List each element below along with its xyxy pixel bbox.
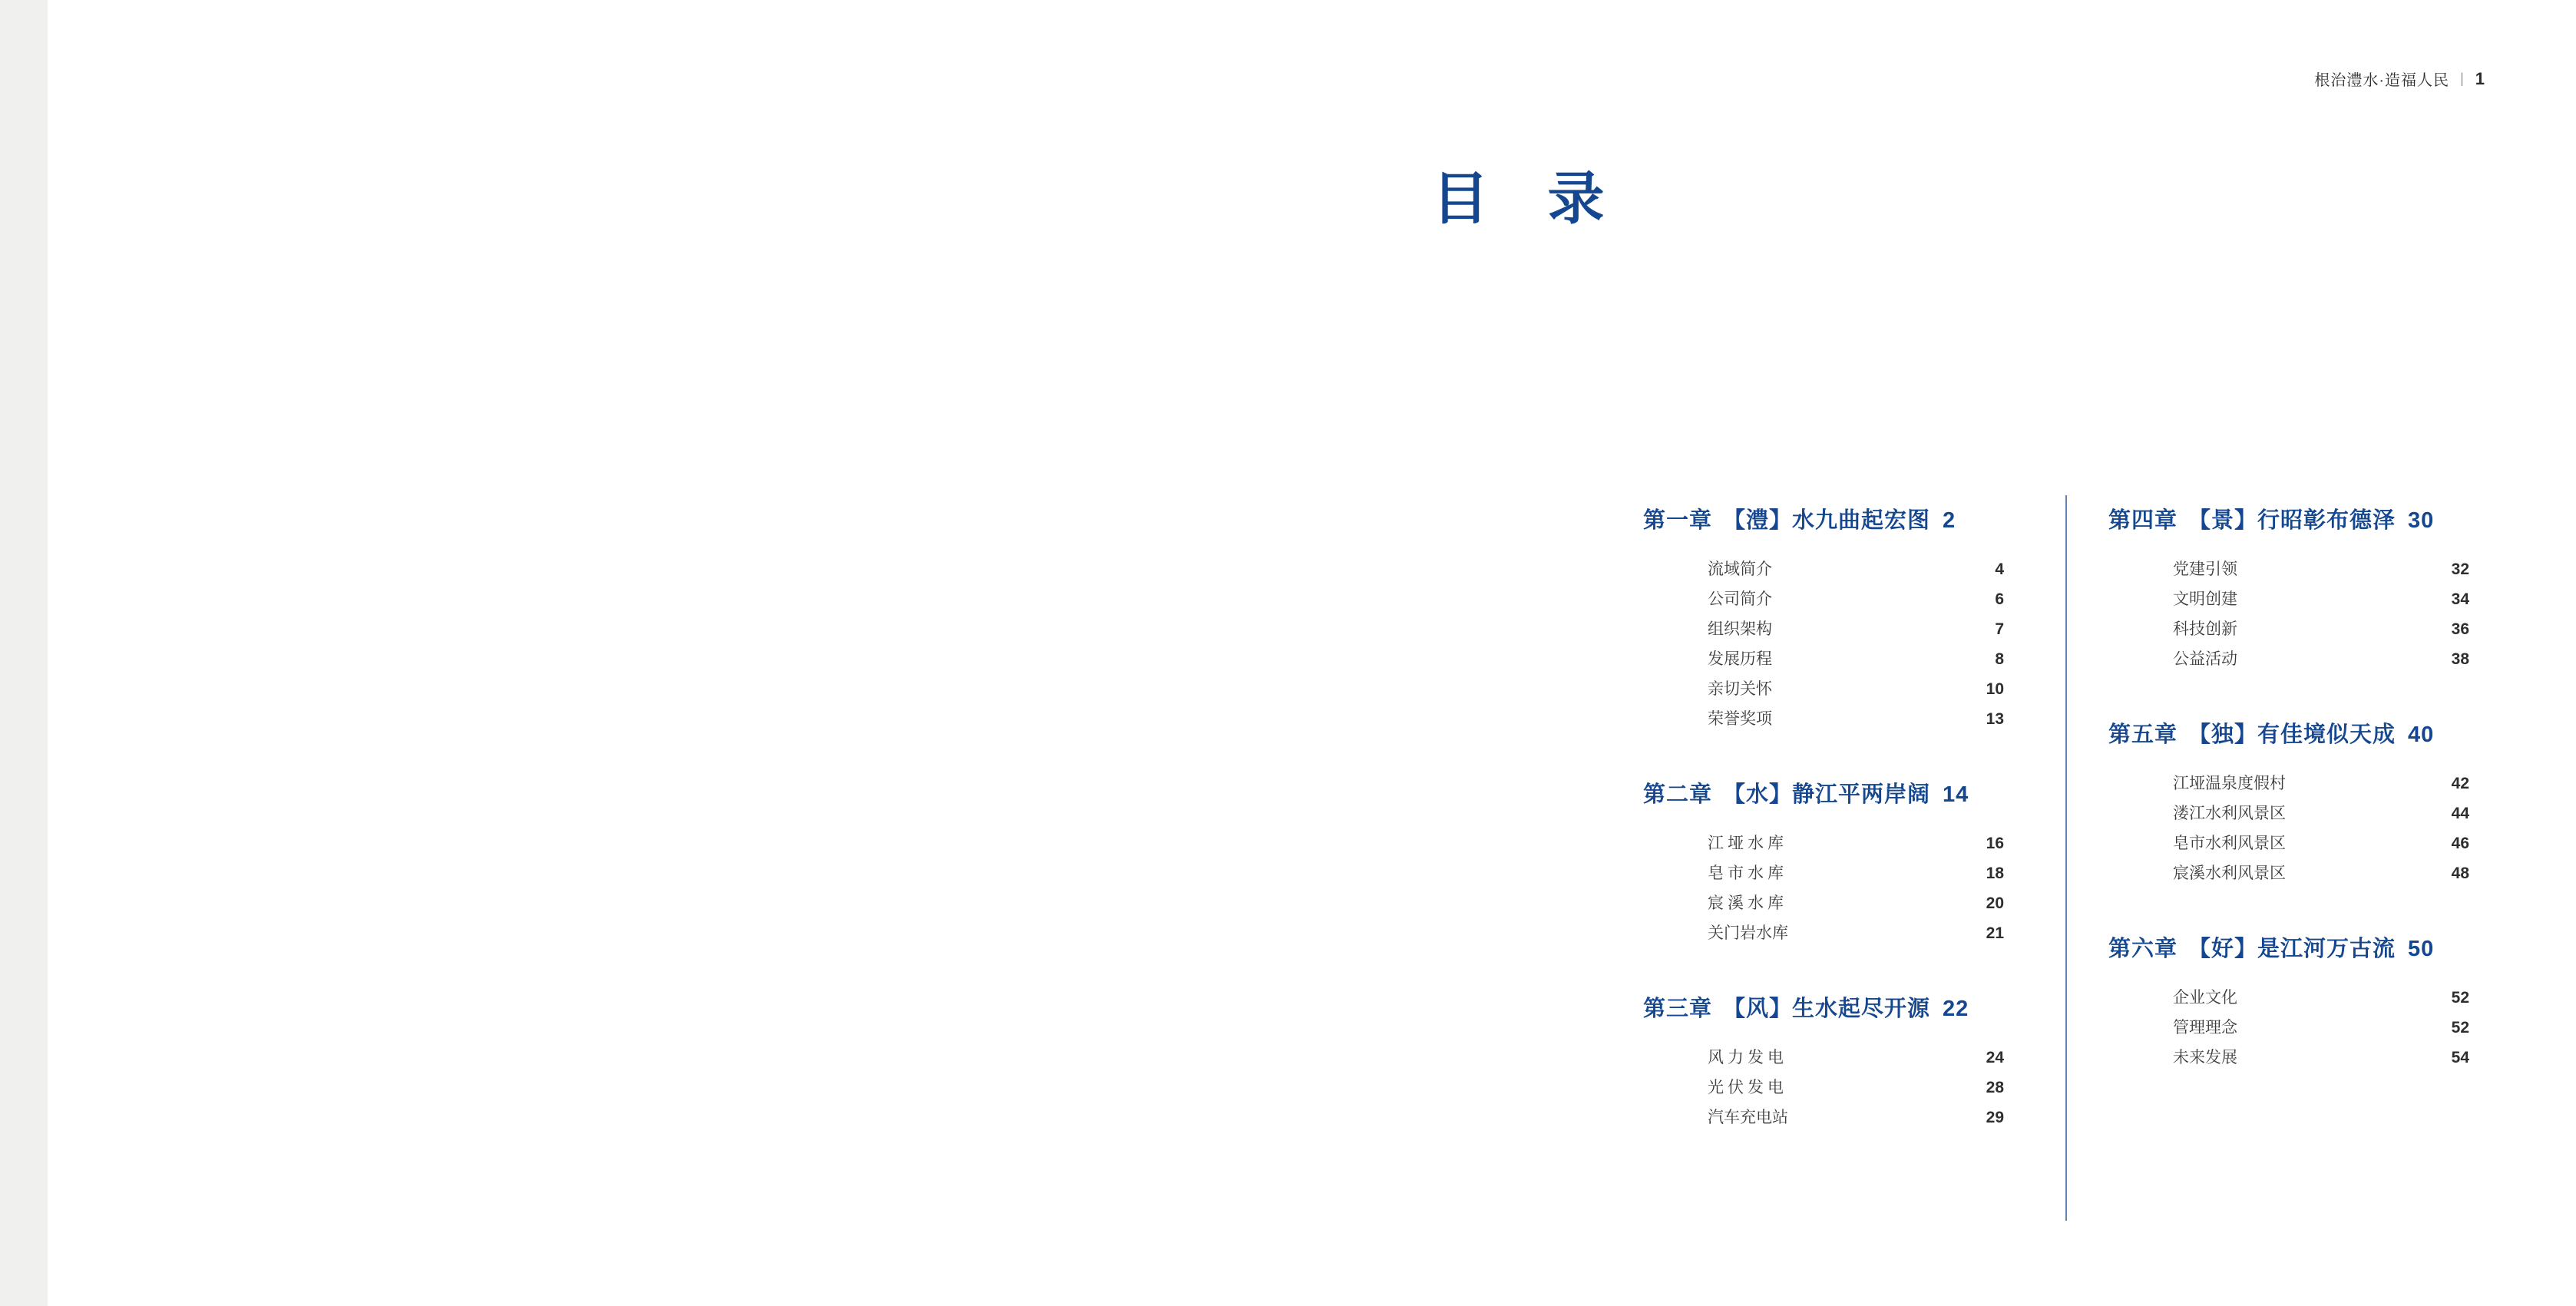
toc-entry[interactable] (2173, 798, 2469, 828)
toc-entry-label: 宸溪水库 (1708, 894, 1787, 912)
chapter-page: 30 (2408, 508, 2435, 533)
chapter-title: 【风】生水起尽开源 (1723, 997, 1931, 1021)
toc-entry-label: 文明创建 (2173, 590, 2237, 608)
toc-entry-page: 6 (1995, 590, 2004, 608)
toc-entry-label: 发展历程 (1708, 650, 1772, 668)
toc-entry[interactable] (1708, 888, 2004, 918)
toc-entry-page: 34 (2451, 590, 2469, 608)
chapter-entries (2108, 983, 2469, 1073)
toc-entry[interactable] (2173, 554, 2469, 584)
page-title: 目 录 (1432, 167, 1626, 230)
toc-entry-page: 20 (1986, 894, 2004, 912)
toc-entry-page: 52 (2451, 1019, 2469, 1037)
toc-entry[interactable] (1708, 858, 2004, 888)
toc-entry[interactable] (2173, 769, 2469, 798)
toc-entry-page: 32 (2451, 560, 2469, 578)
toc-entry-label: 组织架构 (1708, 620, 1772, 638)
toc-entry-page: 7 (1995, 620, 2004, 638)
toc-entry-label: 江垭水库 (1708, 835, 1787, 852)
toc-entry-page: 13 (1986, 710, 2004, 728)
toc-entry-page: 10 (1986, 680, 2004, 698)
toc-entry-page: 18 (1986, 865, 2004, 882)
chapter-page: 14 (1943, 782, 1969, 807)
chapter-number: 第五章 (2108, 722, 2178, 747)
page-number: 1 (2475, 68, 2485, 88)
toc-entry[interactable] (2173, 1013, 2469, 1043)
chapter-title: 【好】是江河万古流 (2188, 937, 2396, 961)
toc-entry[interactable] (1708, 918, 2004, 948)
chapter-block (2108, 503, 2469, 674)
toc-entry-label: 关门岩水库 (1708, 924, 1788, 942)
chapter-number: 第二章 (1643, 782, 1713, 807)
toc-entry-page: 54 (2451, 1049, 2469, 1066)
toc-entry-label: 流域简介 (1708, 560, 1772, 578)
chapter-block (1643, 503, 2004, 734)
chapter-title: 【水】静江平两岸阔 (1723, 782, 1931, 807)
chapter-number: 第四章 (2108, 508, 2178, 533)
running-header-separator: | (2460, 71, 2465, 86)
toc-entry-label: 风力发电 (1708, 1049, 1787, 1066)
chapter-page: 2 (1943, 508, 1956, 533)
toc-entry-page: 44 (2451, 805, 2469, 822)
toc-entry[interactable] (2173, 1043, 2469, 1073)
chapter-number: 第三章 (1643, 997, 1713, 1021)
toc-columns (1643, 503, 2503, 1132)
toc-entry-page: 48 (2451, 865, 2469, 882)
toc-column-left (1643, 503, 2061, 1132)
chapter-number: 第一章 (1643, 508, 1713, 533)
toc-entry-label: 管理理念 (2173, 1019, 2237, 1037)
toc-entry-label: 光伏发电 (1708, 1079, 1787, 1096)
page-left-band (0, 0, 48, 1306)
chapter-title: 【景】行昭彰布德泽 (2188, 508, 2396, 533)
chapter-entries (1643, 828, 2004, 948)
toc-entry[interactable] (2173, 858, 2469, 888)
toc-entry-page: 24 (1986, 1049, 2004, 1066)
chapter-heading[interactable] (1643, 991, 2004, 1023)
toc-entry[interactable] (1708, 828, 2004, 858)
toc-entry-label: 溇江水利风景区 (2173, 805, 2286, 822)
toc-entry-page: 8 (1995, 650, 2004, 668)
toc-entry-label: 党建引领 (2173, 560, 2237, 578)
toc-entry-page: 16 (1986, 835, 2004, 852)
toc-entry-label: 荣誉奖项 (1708, 710, 1772, 728)
chapter-heading[interactable] (1643, 503, 2004, 534)
chapter-page: 40 (2408, 722, 2435, 747)
toc-entry-label: 汽车充电站 (1708, 1109, 1788, 1126)
toc-column-right (2061, 503, 2469, 1073)
chapter-heading[interactable] (2108, 931, 2469, 963)
toc-entry[interactable] (2173, 828, 2469, 858)
toc-entry[interactable] (1708, 1073, 2004, 1103)
chapter-entries (2108, 554, 2469, 674)
toc-entry-label: 公益活动 (2173, 650, 2237, 668)
chapter-block (2108, 931, 2469, 1073)
toc-entry-page: 52 (2451, 989, 2469, 1007)
toc-entry-label: 皂市水库 (1708, 865, 1787, 882)
toc-entry-label: 公司简介 (1708, 590, 1772, 608)
chapter-heading[interactable] (2108, 717, 2469, 749)
toc-entry[interactable] (1708, 554, 2004, 584)
toc-entry[interactable] (2173, 614, 2469, 644)
toc-entry[interactable] (1708, 644, 2004, 674)
chapter-page: 22 (1943, 997, 1969, 1021)
toc-entry-page: 29 (1986, 1109, 2004, 1126)
chapter-number: 第六章 (2108, 937, 2178, 961)
toc-entry[interactable] (1708, 614, 2004, 644)
toc-entry-label: 宸溪水利风景区 (2173, 865, 2286, 882)
chapter-heading[interactable] (2108, 503, 2469, 534)
toc-entry-page: 4 (1995, 560, 2004, 578)
toc-entry[interactable] (2173, 584, 2469, 614)
toc-entry-page: 28 (1986, 1079, 2004, 1096)
toc-entry-page: 21 (1986, 924, 2004, 942)
toc-entry-label: 皂市水利风景区 (2173, 835, 2286, 852)
chapter-entries (2108, 769, 2469, 888)
toc-entry-label: 科技创新 (2173, 620, 2237, 638)
toc-entry-label: 江垭温泉度假村 (2173, 775, 2286, 792)
toc-entry[interactable] (1708, 704, 2004, 734)
toc-entry[interactable] (1708, 674, 2004, 704)
toc-entry[interactable] (2173, 983, 2469, 1013)
chapter-heading[interactable] (1643, 777, 2004, 808)
chapter-page: 50 (2408, 937, 2435, 961)
toc-entry-page: 38 (2451, 650, 2469, 668)
toc-entry-label: 亲切关怀 (1708, 680, 1772, 698)
running-header (2314, 68, 2485, 90)
chapter-block (2108, 717, 2469, 888)
chapter-entries (1643, 1043, 2004, 1132)
toc-entry-page: 36 (2451, 620, 2469, 638)
toc-entry-label: 企业文化 (2173, 989, 2237, 1007)
chapter-block (1643, 991, 2004, 1132)
toc-entry[interactable] (1708, 584, 2004, 614)
chapter-block (1643, 777, 2004, 948)
chapter-entries (1643, 554, 2004, 734)
toc-entry-page: 46 (2451, 835, 2469, 852)
toc-entry[interactable] (2173, 644, 2469, 674)
chapter-title: 【澧】水九曲起宏图 (1723, 508, 1931, 533)
chapter-title: 【独】有佳境似天成 (2188, 722, 2396, 747)
toc-entry-page: 42 (2451, 775, 2469, 792)
running-header-slogan: 根治澧水·造福人民 (2314, 72, 2450, 89)
toc-entry[interactable] (1708, 1043, 2004, 1073)
toc-entry-label: 未来发展 (2173, 1049, 2237, 1066)
toc-entry[interactable] (1708, 1103, 2004, 1132)
